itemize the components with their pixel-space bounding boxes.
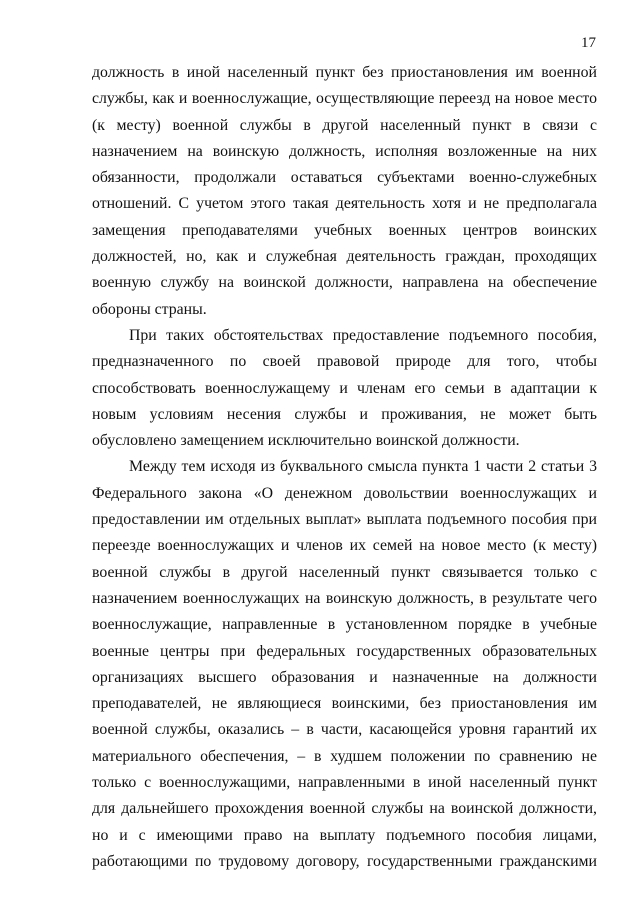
- text-line: обороны страны.: [92, 300, 207, 318]
- text-line: преподавателей, не являющиеся воинскими, без приостановления им: [92, 695, 597, 713]
- text-line: назначением на воинскую должность, исполняя возложенные на них: [92, 142, 597, 160]
- document-body: [92, 60, 597, 875]
- text-line: военные центры при федеральных государственных образовательных: [92, 642, 597, 660]
- text-line: должность в иной населенный пункт без приостановления им военной: [92, 64, 597, 81]
- text-line: военную службу на воинской должности, направлена на обеспечение: [92, 274, 597, 292]
- text-line: службы, как и военнослужащие, осуществляющие переезд на новое место: [92, 90, 597, 108]
- text-line: (к месту) военной службы в другой населенный пункт в связи с: [92, 116, 597, 134]
- text-line: работающими по трудовому договору, государственными гражданскими: [92, 852, 597, 870]
- text-line: должностей, но, как и служебная деятельность граждан, проходящих: [92, 248, 597, 266]
- text-line: Федерального закона «О денежном довольствии военнослужащих и: [92, 484, 597, 502]
- text-line: назначением военнослужащих на воинскую должность, в результате чего: [92, 589, 597, 607]
- text-line: организациях высшего образования и назначенные на должности: [92, 668, 597, 686]
- text-line: военной службы в другой населенный пункт связывается только с: [92, 563, 597, 581]
- text-line: переезде военнослужащих и членов их семей на новое место (к месту): [92, 537, 597, 555]
- page-number: 17: [581, 35, 596, 51]
- text-line: военной службы, оказались – в части, касающейся уровня гарантий их: [92, 721, 597, 739]
- text-line: только с военнослужащими, направленными в иной населенный пункт: [92, 774, 597, 792]
- text-line: но и с имеющими право на выплату подъемного пособия лицами,: [92, 826, 597, 844]
- text-line: способствовать военнослужащему и членам его семьи в адаптации к: [92, 379, 597, 397]
- text-line: обязанности, продолжали оставаться субъектами военно-служебных: [92, 169, 597, 187]
- text-line: замещения преподавателями учебных военных центров воинских: [92, 221, 597, 239]
- text-line: обусловлено замещением исключительно воинской должности.: [92, 432, 520, 450]
- text-line: предназначенного по своей правовой природе для того, чтобы: [92, 353, 597, 371]
- text-line: материального обеспечения, – в худшем положении по сравнению не: [92, 747, 597, 765]
- text-line: При таких обстоятельствах предоставление подъемного пособия,: [129, 326, 597, 344]
- text-line: новым условиям несения службы и проживания, не может быть: [92, 405, 597, 423]
- text-line: военнослужащие, направленные в установленном порядке в учебные: [92, 616, 597, 634]
- paragraph-1: [92, 60, 597, 323]
- paragraph-2: [92, 323, 597, 454]
- text-line: отношений. С учетом этого такая деятельность хотя и не предполагала: [92, 195, 597, 213]
- text-line: для дальнейшего прохождения военной службы на воинской должности,: [92, 800, 597, 818]
- paragraph-3: [92, 454, 597, 875]
- text-line: Между тем исходя из буквального смысла пункта 1 части 2 статьи 3: [129, 458, 597, 476]
- text-line: предоставлении им отдельных выплат» выплата подъемного пособия при: [92, 511, 597, 529]
